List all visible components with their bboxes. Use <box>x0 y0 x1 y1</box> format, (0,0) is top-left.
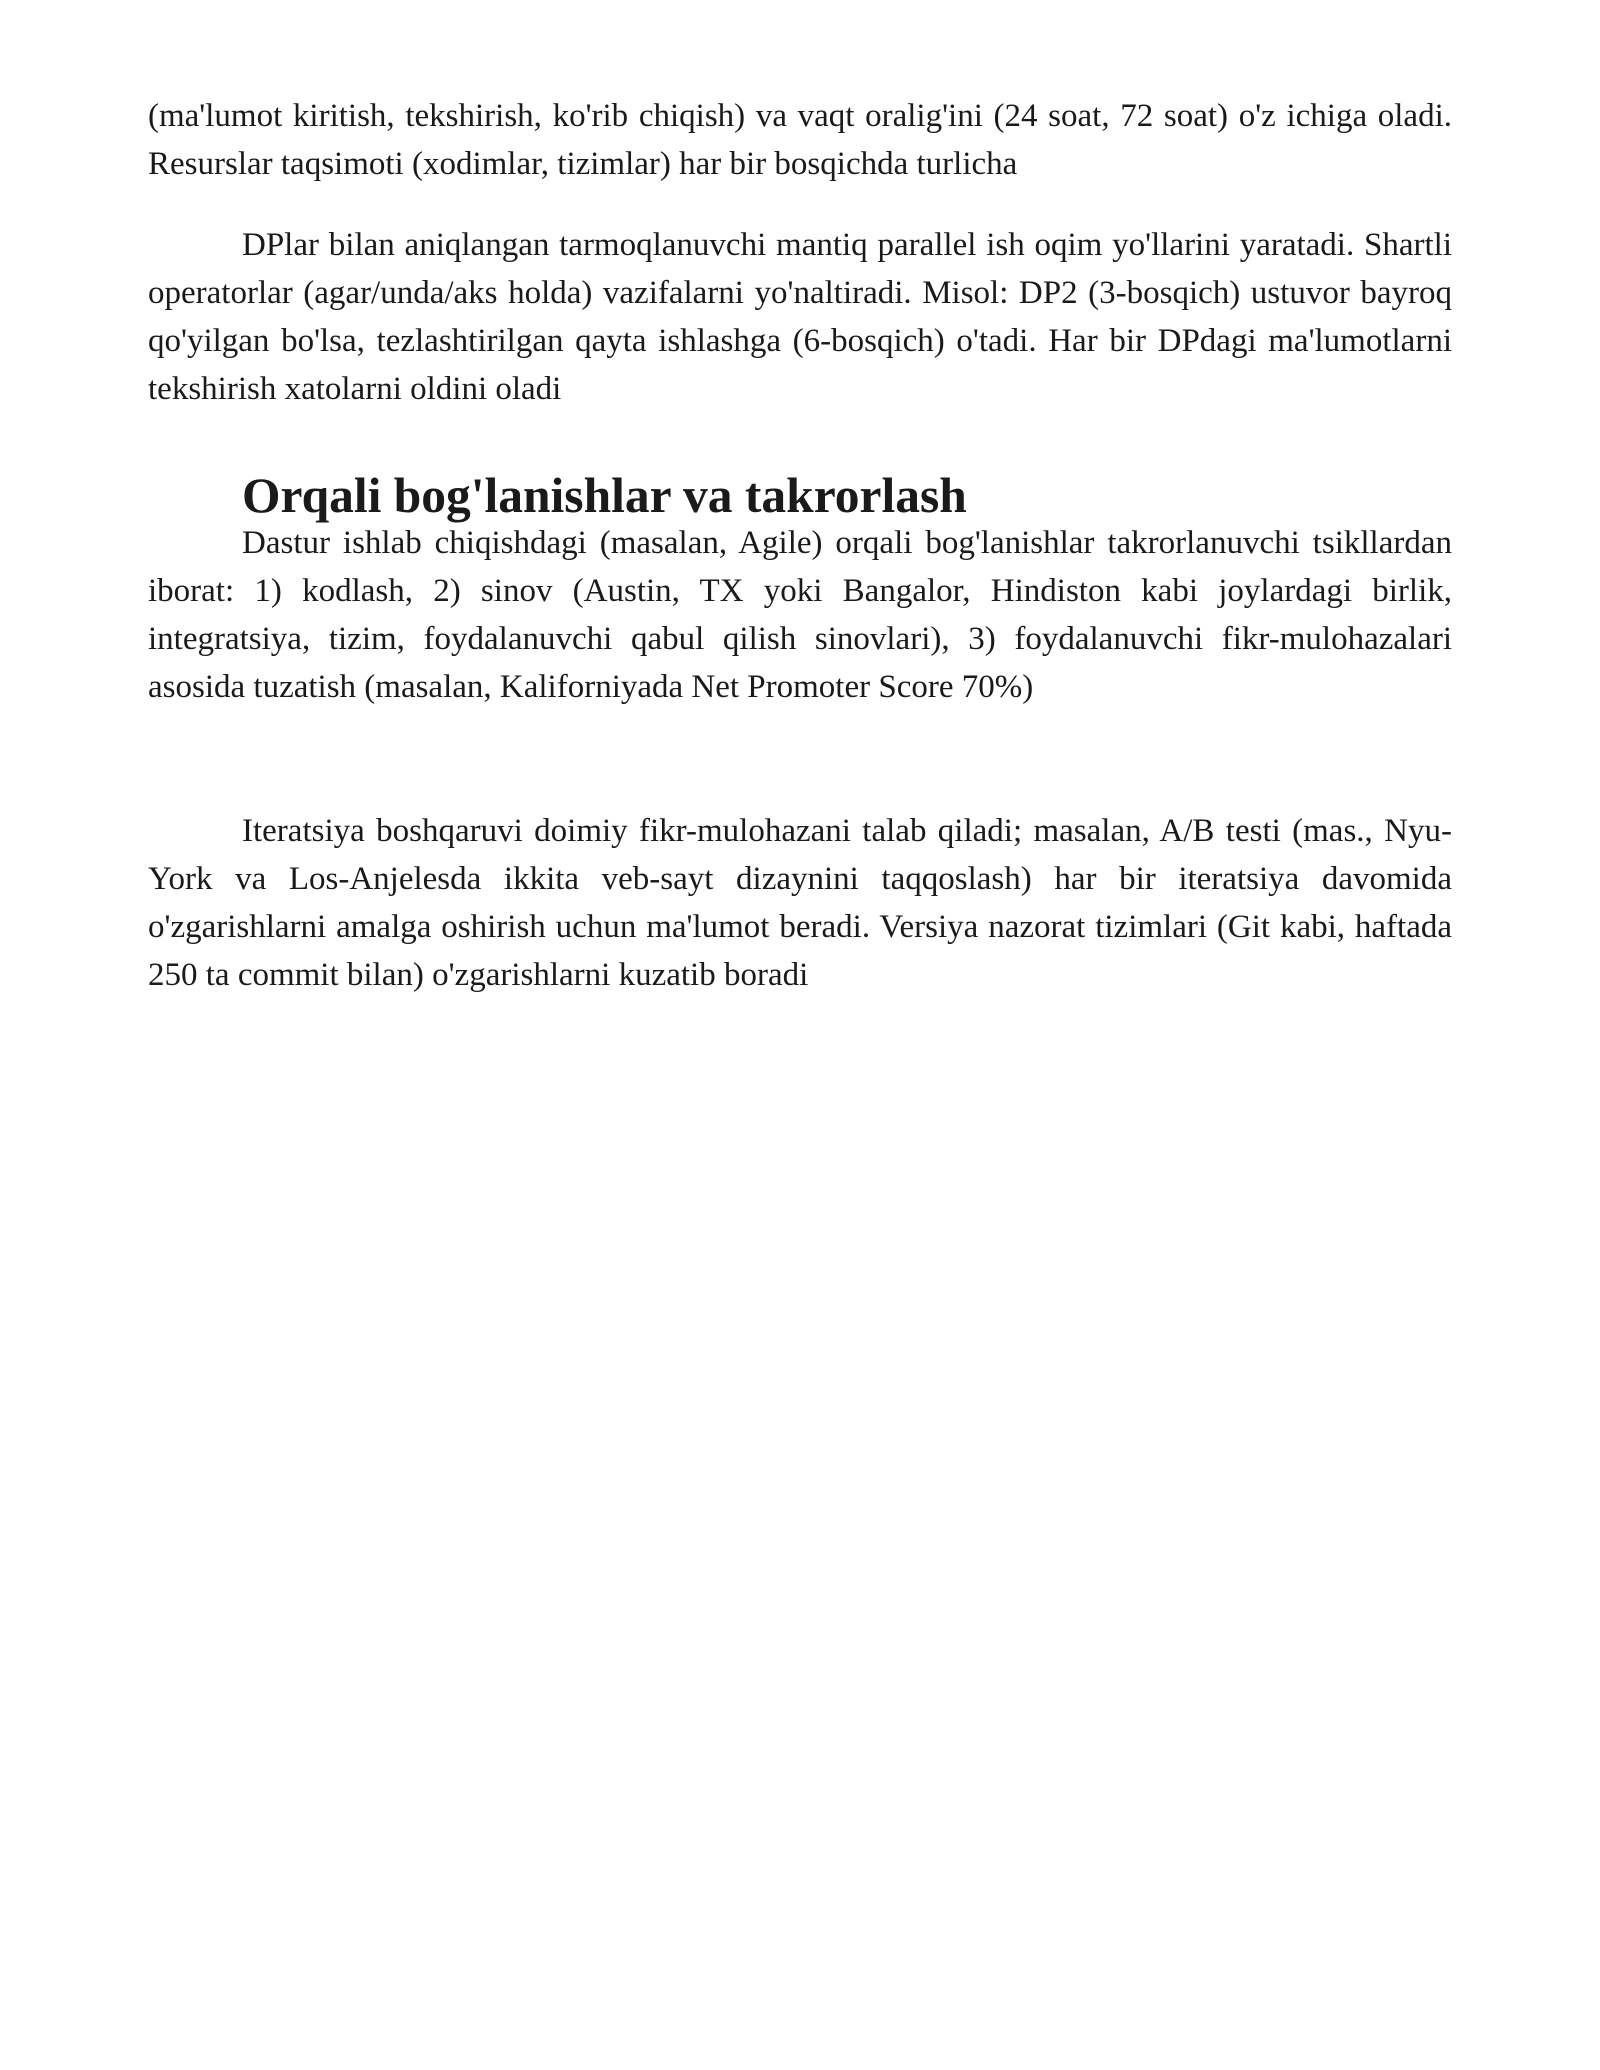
paragraph-spacer <box>148 413 1452 473</box>
section-heading: Orqali bog'lanishlar va takrorlash <box>242 468 967 523</box>
paragraph-agile-cycles: Dastur ishlab chiqishdagi (masalan, Agile) orqali bog'lanishlar takrorlanuvchi tsikllardan iborat: 1) kodlash, 2) sinov (Austin, TX yoki Bangalor, Hindiston kabi joylardagi birlik, integratsiya, tizim, foydalanuvchi qabul qilish sinovlari), 3) foydalanuvchi fikr-mulohazalari asosida tuzatish (masalan, Kaliforniyada Net Promoter Score 70%) <box>148 525 1452 705</box>
paragraph-spacer <box>148 188 1452 221</box>
paragraph-continuation: (ma'lumot kiritish, tekshirish, ko'rib chiqish) va vaqt oralig'ini (24 soat, 72 soat) o'z ichiga oladi. Resurslar taqsimoti (xodimlar, tizimlar) har bir bosqichda turlicha <box>148 98 1452 182</box>
paragraph-iteration-management: Iteratsiya boshqaruvi doimiy fikr-mulohazani talab qiladi; masalan, A/B testi (mas., Nyu-York va Los-Anjelesda ikkita veb-sayt dizaynini taqqoslash) har bir iteratsiya davomida o'zgarishlarni amalga oshirish uchun ma'lumot beradi. Versiya nazorat tizimlari (Git kabi, haftada 250 ta commit bilan) o'zgarishlarni kuzatib boradi <box>148 813 1452 993</box>
document-body <box>148 92 1452 999</box>
paragraph-branching-logic: DPlar bilan aniqlangan tarmoqlanuvchi mantiq parallel ish oqim yo'llarini yaratadi. Shartli operatorlar (agar/unda/aks holda) vazifalarni yo'naltiradi. Misol: DP2 (3-bosqich) ustuvor bayroq qo'yilgan bo'lsa, tezlashtirilgan qayta ishlashga (6-bosqich) o'tadi. Har bir DPdagi ma'lumotlarni tekshirish xatolarni oldini oladi <box>148 227 1452 407</box>
paragraph-spacer <box>148 711 1452 807</box>
